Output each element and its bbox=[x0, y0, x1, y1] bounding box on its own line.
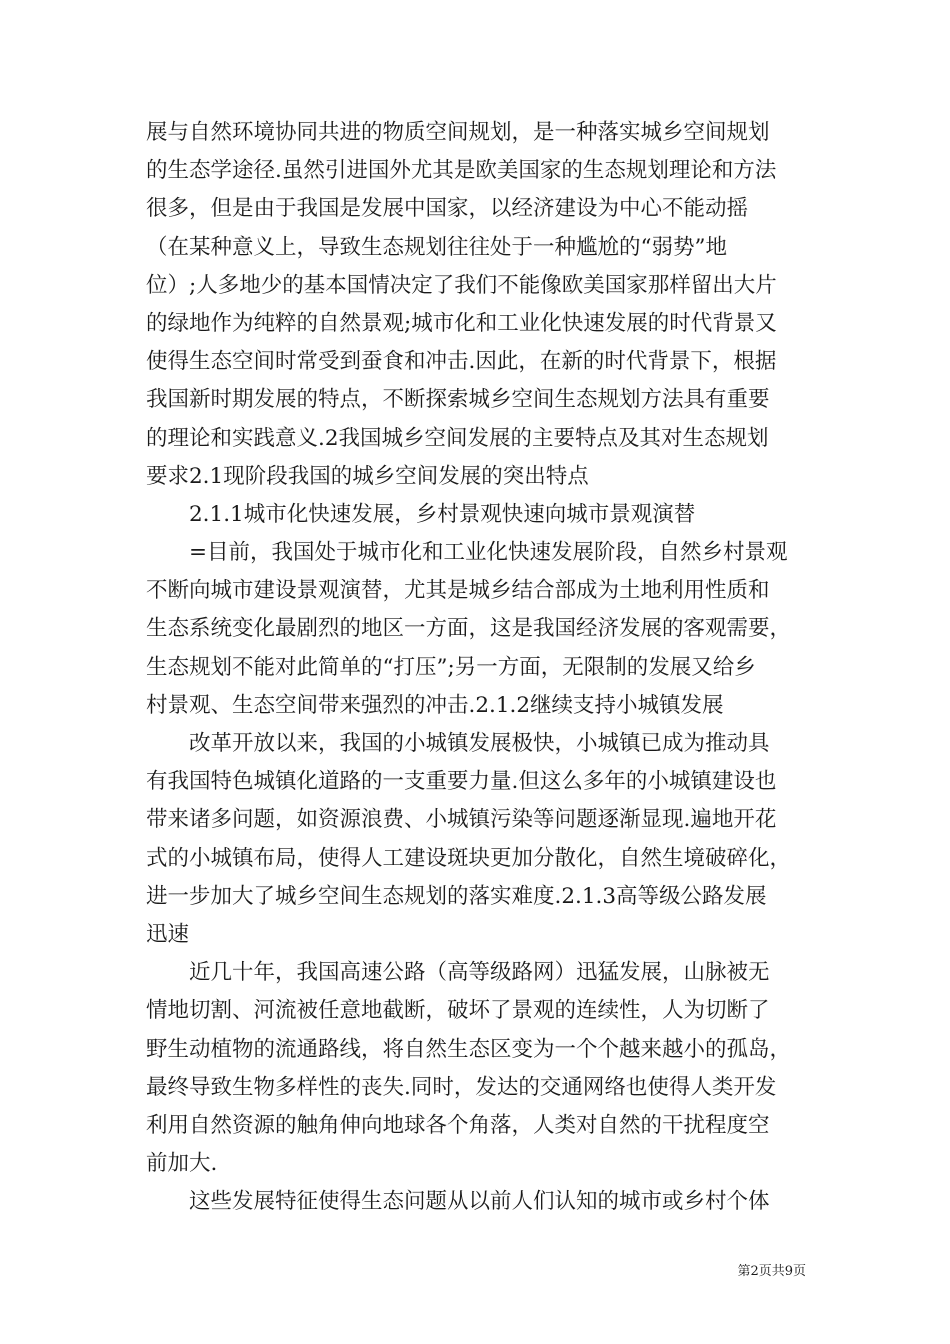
text-line: 位）;人多地少的基本国情决定了我们不能像欧美国家那样留出大片 bbox=[146, 272, 777, 298]
text-line: 迅速 bbox=[146, 921, 190, 947]
text-line: 展与自然环境协同共进的物质空间规划，是一种落实城乡空间规划 bbox=[146, 120, 770, 145]
page-footer bbox=[0, 1264, 806, 1280]
text-line: =目前，我国处于城市化和工业化快速发展阶段，自然乡村景观 bbox=[189, 540, 788, 566]
text-line: 2.1.1城市化快速发展，乡村景观快速向城市景观演替 bbox=[189, 501, 696, 527]
text-line: 情地切割、河流被任意地截断，破坏了景观的连续性，人为切断了 bbox=[146, 998, 770, 1024]
text-line: 不断向城市建设景观演替，尤其是城乡结合部成为土地利用性质和 bbox=[146, 578, 770, 604]
text-line: 利用自然资源的触角伸向地球各个角落，人类对自然的干扰程度空 bbox=[146, 1112, 770, 1138]
text-line: 改革开放以来，我国的小城镇发展极快，小城镇已成为推动具 bbox=[189, 731, 770, 756]
text-line: 的理论和实践意义.2我国城乡空间发展的主要特点及其对生态规划 bbox=[146, 425, 769, 451]
text-line: 前加大. bbox=[146, 1151, 218, 1177]
text-line: 很多，但是由于我国是发展中国家，以经济建设为中心不能动摇 bbox=[146, 196, 749, 222]
text-line: 带来诸多问题，如资源浪费、小城镇污染等问题逐渐显现.遍地开花 bbox=[146, 807, 777, 833]
text-line: 有我国特色城镇化道路的一支重要力量.但这么多年的小城镇建设也 bbox=[146, 769, 777, 795]
text-line: 进一步加大了城乡空间生态规划的落实难度.2.1.3高等级公路发展 bbox=[146, 883, 767, 909]
text-line: 使得生态空间时常受到蚕食和冲击.因此，在新的时代背景下，根据 bbox=[146, 349, 777, 375]
text-line: 近几十年，我国高速公路（高等级路网）迅猛发展，山脉被无 bbox=[189, 960, 770, 986]
text-line: 生态规划不能对此简单的“打压”;另一方面，无限制的发展又给乡 bbox=[146, 654, 756, 680]
body-text bbox=[146, 114, 810, 1221]
text-line: 我国新时期发展的特点，不断探索城乡空间生态规划方法具有重要 bbox=[146, 387, 770, 413]
text-line: 最终导致生物多样性的丧失.同时，发达的交通网络也使得人类开发 bbox=[146, 1074, 777, 1100]
text-line: 生态系统变化最剧烈的地区一方面，这是我国经济发展的客观需要， bbox=[146, 616, 792, 642]
text-line: 的生态学途径.虽然引进国外尤其是欧美国家的生态规划理论和方法 bbox=[146, 158, 777, 184]
text-line: （在某种意义上，导致生态规划往往处于一种尴尬的“弱势”地 bbox=[146, 234, 727, 260]
text-line: 式的小城镇布局，使得人工建设斑块更加分散化，自然生境破碎化， bbox=[146, 845, 792, 871]
text-line: 的绿地作为纯粹的自然景观;城市化和工业化快速发展的时代背景又 bbox=[146, 310, 777, 336]
page-number-label: 第2页共9页 bbox=[737, 1264, 806, 1279]
text-line: 要求2.1现阶段我国的城乡空间发展的突出特点 bbox=[146, 463, 589, 489]
text-line: 野生动植物的流通路线，将自然生态区变为一个个越来越小的孤岛， bbox=[146, 1036, 792, 1062]
text-line: 村景观、生态空间带来强烈的冲击.2.1.2继续支持小城镇发展 bbox=[146, 692, 724, 718]
text-line: 这些发展特征使得生态问题从以前人们认知的城市或乡村个体 bbox=[189, 1189, 770, 1215]
